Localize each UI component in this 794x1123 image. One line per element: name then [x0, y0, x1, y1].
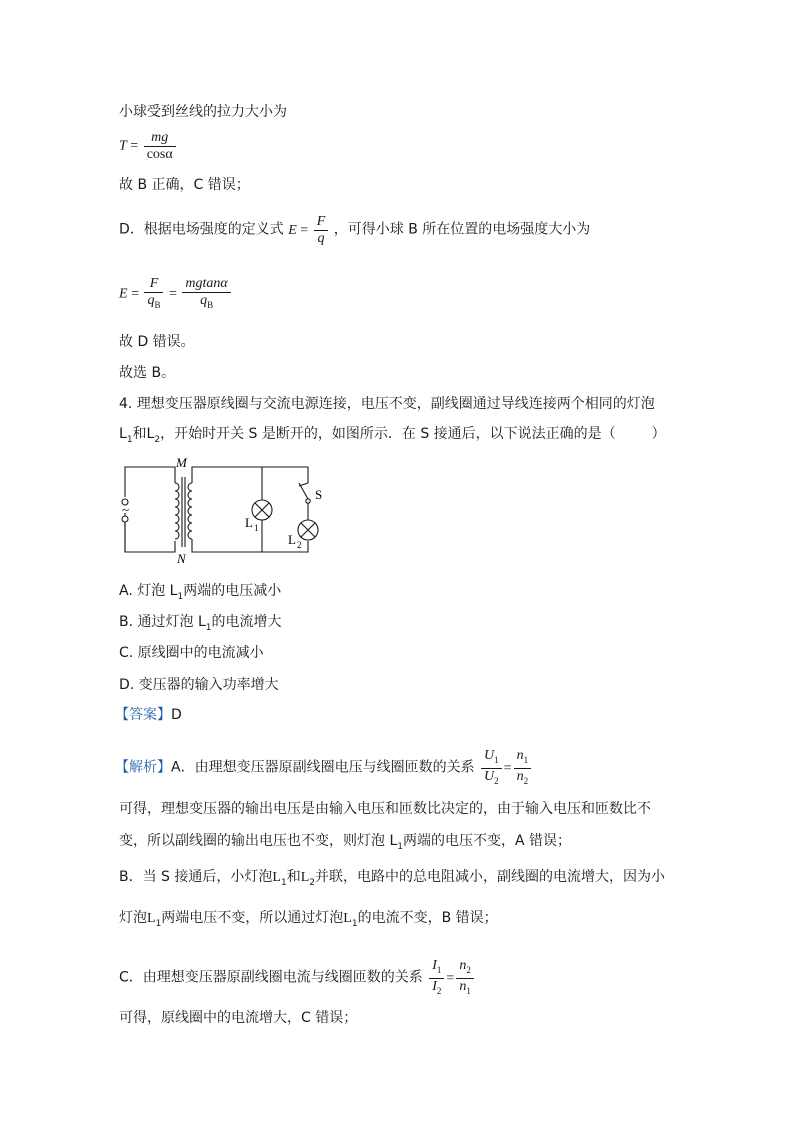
subscript: 2	[494, 775, 499, 786]
primary-wire-top	[125, 467, 175, 497]
text-line	[119, 175, 250, 195]
label-l1: L	[245, 515, 253, 530]
formula-e-value	[119, 276, 233, 313]
symbol-L: L	[272, 870, 281, 885]
analysis-text: A．由理想变压器原副线圈电压与线圈匝数的关系	[171, 759, 475, 776]
fraction	[314, 214, 329, 247]
analysis-text: B．当 S 接通后，小灯泡	[119, 869, 273, 885]
option-c	[119, 643, 264, 663]
denominator: q	[147, 293, 155, 308]
subscript: 1	[155, 918, 162, 929]
symbol-E: E	[119, 286, 128, 302]
analysis-text: 两端的电压不变，A 错误；	[402, 833, 572, 849]
analysis-b-line1	[119, 867, 665, 893]
answer-value: D	[171, 707, 182, 723]
subscript: B	[154, 299, 161, 310]
text-d-intro: D．根据电场强度的定义式	[119, 221, 284, 238]
subscript: B	[207, 299, 214, 310]
fraction	[429, 958, 444, 999]
label-s: S	[315, 487, 323, 502]
formula-current-ratio	[427, 958, 476, 996]
subscript: 1	[466, 985, 471, 996]
symbol-U: U	[484, 768, 495, 784]
subscript: 2	[436, 985, 442, 996]
text-conclusion-d: 故 D 错误。	[119, 334, 195, 350]
fraction	[456, 958, 474, 999]
subscript: 2	[154, 434, 161, 445]
text-line-d	[119, 214, 590, 247]
denominator: q	[200, 293, 208, 308]
analysis-a-line1	[115, 748, 533, 789]
symbol-n: n	[459, 978, 467, 994]
symbol-I: I	[432, 958, 437, 973]
option-d	[119, 675, 279, 695]
numerator: F	[144, 276, 163, 293]
circuit-diagram	[115, 455, 335, 567]
symbol-n: n	[516, 768, 524, 784]
answer-line	[115, 705, 182, 725]
text-line	[119, 332, 195, 352]
subscript: 1	[494, 754, 499, 765]
analysis-tag: 【解析】	[115, 759, 171, 776]
symbol-U: U	[484, 748, 495, 763]
equals-sign: =	[300, 222, 309, 238]
text-line	[119, 363, 175, 383]
analysis-text: 灯泡	[119, 910, 147, 926]
numerator: mg	[144, 130, 176, 147]
denominator: q	[317, 231, 325, 246]
label-n: N	[177, 551, 186, 566]
analysis-a-line2	[119, 799, 651, 819]
text-and: 和	[132, 426, 147, 442]
secondary-coil-icon	[188, 483, 192, 539]
answer-tag: 【答案】	[115, 707, 171, 723]
symbol-L: L	[146, 426, 155, 442]
equals-sign: =	[131, 286, 139, 302]
subscript: 1	[126, 434, 133, 445]
fraction	[182, 276, 230, 313]
subscript: 1	[523, 754, 529, 765]
text-choice-b: 故选 B。	[119, 365, 176, 381]
symbol-n: n	[516, 748, 524, 763]
subscript: 1	[397, 841, 403, 852]
primary-wire-bottom	[125, 513, 175, 552]
analysis-text: 两端电压不变，所以通过灯泡	[161, 910, 344, 926]
subscript: 1	[351, 918, 358, 929]
symbol-L: L	[147, 911, 156, 926]
symbol-L: L	[300, 870, 310, 885]
text-tension-intro: 小球受到丝线的拉力大小为	[119, 104, 287, 120]
text-d-rest: ，可得小球 B 所在位置的电场强度大小为	[333, 221, 591, 238]
analysis-text: 变，所以副线圈的输出电压也不变，则灯泡 L	[119, 833, 398, 849]
label-l2: L	[288, 532, 296, 547]
symbol-L: L	[343, 911, 352, 926]
text-bracket: ）	[651, 426, 666, 442]
equals-sign: =	[503, 760, 512, 776]
option-b	[119, 612, 282, 638]
question-4-line2	[119, 424, 666, 450]
subscript: 1	[177, 591, 184, 602]
switch-blade	[299, 483, 308, 499]
analysis-b-line2	[119, 908, 498, 934]
analysis-text: 并联，电路中的总电阻减小，副线圈的电流增大，因为小	[315, 869, 665, 885]
label-l2-sub: 2	[297, 540, 302, 550]
subscript: 1	[280, 877, 287, 888]
fraction	[514, 748, 532, 789]
analysis-c-line2	[119, 1008, 357, 1028]
equals-sign: =	[130, 138, 139, 154]
equals-sign: =	[446, 970, 455, 986]
ac-symbol: ~	[122, 502, 130, 517]
analysis-text: 的电流不变，B 错误；	[357, 910, 498, 926]
numerator: mgtanα	[182, 276, 230, 293]
analysis-text: 可得，原线圈中的电流增大，C 错误；	[119, 1010, 358, 1026]
subscript: 2	[309, 877, 315, 888]
text-conclusion-b: 故 B 正确，C 错误；	[119, 177, 250, 193]
fraction	[144, 276, 163, 313]
secondary-wire-top	[192, 467, 308, 483]
subscript: 1	[436, 964, 442, 975]
analysis-text: 和	[286, 869, 301, 885]
label-m: M	[176, 455, 187, 470]
analysis-c-line1	[119, 958, 476, 999]
denominator: cosα	[146, 147, 173, 162]
numerator: F	[314, 214, 329, 231]
formula-voltage-ratio	[479, 748, 533, 786]
analysis-text: 可得，理想变压器的输出电压是由输入电压和匝数比决定的，由于输入电压和匝数比不	[119, 801, 651, 817]
text-line	[119, 102, 287, 122]
symbol-E: E	[288, 222, 297, 238]
label-l1-sub: 1	[254, 523, 259, 533]
symbol-T: T	[119, 138, 127, 154]
subscript: 2	[466, 964, 471, 975]
analysis-text: C．由理想变压器原副线圈电流与线圈匝数的关系	[119, 969, 423, 986]
option-text: B. 通过灯泡 L	[119, 614, 206, 630]
equals-sign: =	[168, 286, 177, 302]
subscript: 2	[523, 775, 529, 786]
primary-coil-icon	[175, 483, 179, 539]
formula-e-def	[288, 214, 334, 246]
subscript: 1	[205, 622, 212, 633]
option-text: C. 原线圈中的电流减小	[119, 645, 264, 661]
option-a	[119, 581, 281, 607]
question-text: ，开始时开关 S 是断开的，如图所示．在 S 接通后，以下说法正确的是（	[160, 426, 616, 442]
symbol-L: L	[119, 426, 127, 442]
question-text: 4. 理想变压器原线圈与交流电源连接，电压不变，副线圈通过导线连接两个相同的灯泡	[119, 396, 655, 412]
option-text: D. 变压器的输入功率增大	[119, 677, 279, 693]
fraction	[481, 748, 502, 789]
question-4-line1	[119, 394, 655, 414]
formula-tension	[119, 130, 178, 163]
option-text: A. 灯泡 L	[119, 583, 178, 599]
analysis-a-line3	[119, 831, 571, 857]
symbol-n: n	[459, 958, 467, 973]
option-text: 的电流增大	[211, 614, 282, 630]
option-text: 两端的电压减小	[183, 583, 282, 599]
symbol-I: I	[432, 978, 437, 994]
fraction	[144, 130, 176, 163]
